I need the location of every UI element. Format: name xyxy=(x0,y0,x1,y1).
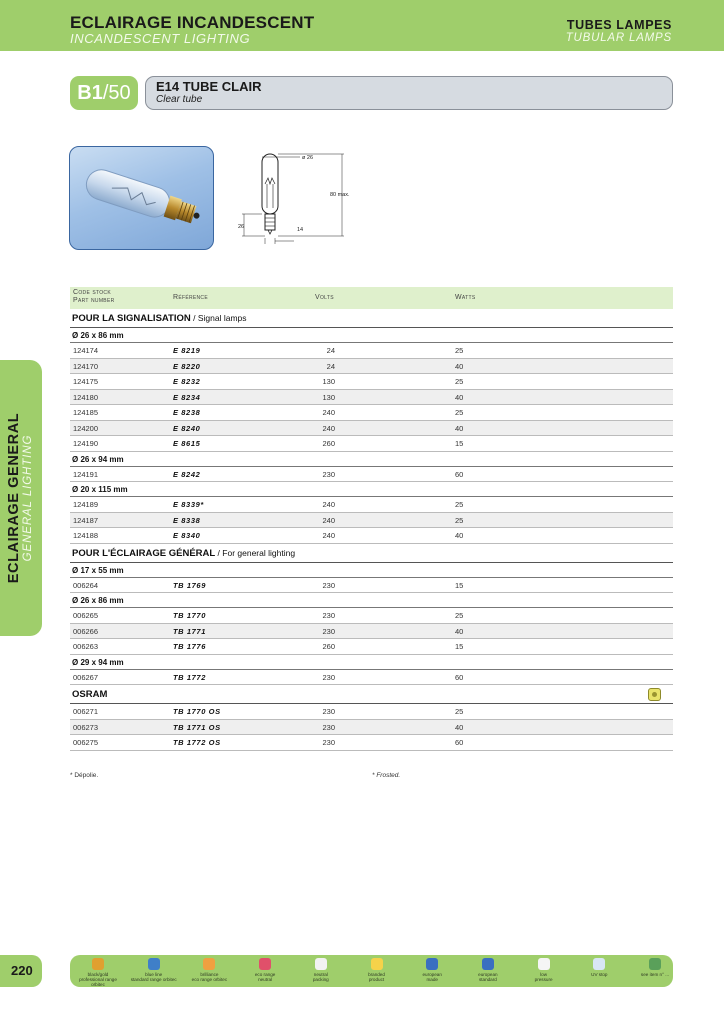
part-number-cell: 006271 xyxy=(73,707,99,716)
volts-cell: 240 xyxy=(322,500,335,509)
technical-drawing xyxy=(232,150,362,250)
reference-cell: TB 1771 OS xyxy=(173,722,221,732)
reference-cell: TB 1770 OS xyxy=(173,707,221,716)
page-number: 220 xyxy=(0,955,42,987)
table-row xyxy=(70,639,673,655)
section-subtitle: Signal lamps xyxy=(197,313,247,323)
tube-dimension-diagram xyxy=(232,150,362,250)
product-subtitle: Clear tube xyxy=(156,94,203,105)
reference-cell: E 8340 xyxy=(173,531,201,540)
legend-icon xyxy=(371,958,383,970)
legend-label: UV stop xyxy=(591,972,608,977)
watts-cell: 25 xyxy=(455,377,464,386)
table-row xyxy=(70,578,673,594)
reference-cell: E 8240 xyxy=(173,423,201,433)
volts-cell: 24 xyxy=(326,346,335,355)
product-code-number: /50 xyxy=(102,82,131,104)
legend-sublabel: pressure xyxy=(534,977,553,982)
legend-item xyxy=(407,958,457,982)
legend-icon xyxy=(593,958,605,970)
reference-cell: E 8339* xyxy=(173,500,204,509)
part-number-cell: 006265 xyxy=(73,611,99,620)
volts-cell: 230 xyxy=(322,672,335,682)
header-category-subtitle: INCANDESCENT LIGHTING xyxy=(70,31,251,46)
dimension-diameter-label: ø 26 xyxy=(302,155,314,161)
legend-icon xyxy=(538,958,550,970)
legend-label: neutral xyxy=(313,972,328,977)
dimension-length-label: 80 max. xyxy=(330,192,350,198)
legend-label: brilliance xyxy=(200,972,219,977)
header-subcategory xyxy=(566,18,672,45)
legend-label: see item n° ... xyxy=(640,972,670,977)
header-category-title: ECLAIRAGE INCANDESCENT xyxy=(70,13,315,32)
product-code-badge xyxy=(70,76,138,110)
part-number-cell: 124189 xyxy=(73,500,99,509)
volts-cell: 260 xyxy=(322,642,335,651)
product-code-letter: B1 xyxy=(77,82,103,104)
volts-cell: 240 xyxy=(322,408,335,417)
reference-cell: E 8242 xyxy=(173,469,201,479)
legend-sublabel: product xyxy=(368,977,385,982)
side-category-label xyxy=(7,413,35,584)
legend-item xyxy=(519,958,569,982)
section-header xyxy=(70,544,673,563)
part-number-cell: 124174 xyxy=(73,346,99,355)
watts-cell: 25 xyxy=(455,707,464,716)
legend-icon xyxy=(92,958,104,970)
watts-cell: 25 xyxy=(455,408,464,417)
volts-cell: 240 xyxy=(322,423,335,433)
watts-cell: 25 xyxy=(455,346,464,355)
table-row xyxy=(70,528,673,544)
table-row xyxy=(70,421,673,437)
watts-cell: 40 xyxy=(455,531,464,540)
header-volts: Volts xyxy=(315,294,334,301)
header-subcategory-title: TUBES LAMPES xyxy=(566,18,672,32)
table-row xyxy=(70,467,673,483)
legend-item xyxy=(463,958,513,982)
legend-icon xyxy=(482,958,494,970)
table-row xyxy=(70,624,673,640)
legend-icon xyxy=(203,958,215,970)
header-code xyxy=(73,289,115,305)
footer-legend xyxy=(70,955,673,987)
legend-icon xyxy=(426,958,438,970)
reference-cell: TB 1772 OS xyxy=(173,738,221,747)
watts-cell: 40 xyxy=(455,361,464,371)
header-code-line1: Code stock xyxy=(73,289,111,296)
watts-cell: 25 xyxy=(455,611,464,620)
dimension-group-label: Ø 26 x 86 mm xyxy=(70,593,673,608)
section-title: POUR L'ÉCLAIRAGE GÉNÉRAL xyxy=(72,547,216,559)
part-number-cell: 124185 xyxy=(73,408,99,417)
product-title-bar xyxy=(145,76,673,110)
legend-label: eco range xyxy=(254,972,276,977)
legend-sublabel: eco range orbitec xyxy=(191,977,228,982)
section-header xyxy=(70,309,673,328)
watts-cell: 25 xyxy=(455,500,464,509)
legend-label: low xyxy=(540,972,548,977)
table-row xyxy=(70,497,673,513)
reference-cell: TB 1772 xyxy=(173,672,206,682)
legend-item xyxy=(73,958,123,987)
legend-icon xyxy=(148,958,160,970)
reference-cell: TB 1770 xyxy=(173,611,206,620)
volts-cell: 230 xyxy=(322,611,335,620)
legend-icon xyxy=(649,958,661,970)
volts-cell: 260 xyxy=(322,439,335,448)
dimension-group-label: Ø 17 x 55 mm xyxy=(70,563,673,578)
volts-cell: 240 xyxy=(322,515,335,525)
part-number-cell: 006266 xyxy=(73,626,99,636)
volts-cell: 230 xyxy=(322,469,335,479)
table-row xyxy=(70,359,673,375)
watts-cell: 40 xyxy=(455,722,464,732)
part-number-cell: 006263 xyxy=(73,642,99,651)
side-category-subtitle: GENERAL LIGHTING xyxy=(22,434,34,562)
page-header xyxy=(0,0,724,51)
part-number-cell: 006267 xyxy=(73,672,99,682)
table-row xyxy=(70,608,673,624)
dimension-base-width-label: 14 xyxy=(297,227,304,233)
legend-item xyxy=(296,958,346,982)
table-row xyxy=(70,436,673,452)
watts-cell: 15 xyxy=(455,439,464,448)
section-header xyxy=(70,685,673,704)
dimension-group-label: Ø 20 x 115 mm xyxy=(70,482,673,497)
reference-cell: TB 1771 xyxy=(173,626,206,636)
legend-sublabel: packing xyxy=(312,977,329,982)
part-number-cell: 006273 xyxy=(73,722,99,732)
table-row xyxy=(70,390,673,406)
legend-item xyxy=(574,958,624,977)
product-table xyxy=(70,287,673,751)
legend-item xyxy=(240,958,290,982)
legend-item xyxy=(352,958,402,982)
section-subtitle: For general lighting xyxy=(222,547,296,558)
part-number-cell: 006275 xyxy=(73,738,99,747)
part-number-cell: 124191 xyxy=(73,469,99,479)
table-row xyxy=(70,513,673,529)
part-number-cell: 006264 xyxy=(73,580,99,590)
dimension-group-label: Ø 26 x 86 mm xyxy=(70,328,673,343)
legend-item xyxy=(129,958,179,982)
reference-cell: E 8234 xyxy=(173,392,201,402)
part-number-cell: 124180 xyxy=(73,392,99,402)
volts-cell: 230 xyxy=(322,707,335,716)
product-photo xyxy=(69,146,214,250)
part-number-cell: 124175 xyxy=(73,377,99,386)
dimension-base-label: 26 xyxy=(238,224,245,230)
volts-cell: 230 xyxy=(322,580,335,590)
legend-label: branded xyxy=(368,972,385,977)
table-header xyxy=(70,287,673,309)
legend-label: european xyxy=(478,972,498,977)
reference-cell: E 8232 xyxy=(173,377,201,386)
volts-cell: 230 xyxy=(322,626,335,636)
section-separator: / xyxy=(190,313,198,323)
watts-cell: 60 xyxy=(455,469,464,479)
product-title: E14 TUBE CLAIR xyxy=(156,79,262,94)
watts-cell: 40 xyxy=(455,423,464,433)
table-row xyxy=(70,374,673,390)
dimension-group-label: Ø 26 x 94 mm xyxy=(70,452,673,467)
legend-sublabel: made xyxy=(426,977,438,982)
legend-item xyxy=(184,958,234,982)
table-row xyxy=(70,720,673,736)
dimension-group-label: Ø 29 x 94 mm xyxy=(70,655,673,670)
legend-sublabel: standard range orbitec xyxy=(130,977,177,982)
reference-cell: TB 1769 xyxy=(173,580,206,590)
watts-cell: 25 xyxy=(455,515,464,525)
tube-lamp-image xyxy=(70,147,214,250)
table-row xyxy=(70,735,673,751)
reference-cell: E 8615 xyxy=(173,439,201,448)
watts-cell: 60 xyxy=(455,672,464,682)
legend-sublabel: professional range orbitec xyxy=(79,977,117,987)
volts-cell: 24 xyxy=(326,361,335,371)
watts-cell: 40 xyxy=(455,392,464,402)
header-subcategory-subtitle: TUBULAR LAMPS xyxy=(565,32,672,44)
reference-cell: E 8220 xyxy=(173,361,201,371)
volts-cell: 130 xyxy=(322,392,335,402)
watts-cell: 15 xyxy=(455,580,464,590)
part-number-cell: 124190 xyxy=(73,439,99,448)
legend-sublabel: standard xyxy=(478,977,497,982)
header-category xyxy=(70,14,314,46)
watts-cell: 60 xyxy=(455,738,464,747)
section-separator: / xyxy=(215,547,223,558)
table-row xyxy=(70,670,673,686)
footnote-english: * Frosted. xyxy=(372,772,401,779)
part-number-cell: 124187 xyxy=(73,515,99,525)
part-number-cell: 124200 xyxy=(73,423,99,433)
legend-label: black/gold xyxy=(87,972,109,977)
header-watts: Watts xyxy=(455,294,476,301)
table-row xyxy=(70,343,673,359)
part-number-cell: 124188 xyxy=(73,531,99,540)
reference-cell: E 8338 xyxy=(173,515,201,525)
reference-cell: E 8219 xyxy=(173,346,201,355)
part-number-cell: 124170 xyxy=(73,361,99,371)
footnote-french: * Dépolie. xyxy=(70,772,99,779)
legend-label: blue line xyxy=(145,972,163,977)
header-reference: Référence xyxy=(173,294,208,301)
volts-cell: 240 xyxy=(322,531,335,540)
legend-item xyxy=(630,958,680,977)
legend-sublabel: neutral xyxy=(258,977,273,982)
section-title: POUR LA SIGNALISATION xyxy=(72,313,191,324)
section-title: OSRAM xyxy=(72,689,108,700)
table-row xyxy=(70,405,673,421)
table-body xyxy=(70,309,673,751)
osram-brand-icon xyxy=(648,688,661,701)
header-code-line2: Part number xyxy=(73,297,115,304)
legend-icon xyxy=(259,958,271,970)
volts-cell: 230 xyxy=(322,722,335,732)
reference-cell: TB 1776 xyxy=(173,642,206,651)
legend-label: european xyxy=(422,972,442,977)
table-row xyxy=(70,704,673,720)
reference-cell: E 8238 xyxy=(173,408,201,417)
side-category-title: ECLAIRAGE GENERAL xyxy=(6,412,22,584)
watts-cell: 40 xyxy=(455,626,464,636)
volts-cell: 230 xyxy=(322,738,335,747)
legend-icon xyxy=(315,958,327,970)
volts-cell: 130 xyxy=(322,377,335,386)
watts-cell: 15 xyxy=(455,642,464,651)
